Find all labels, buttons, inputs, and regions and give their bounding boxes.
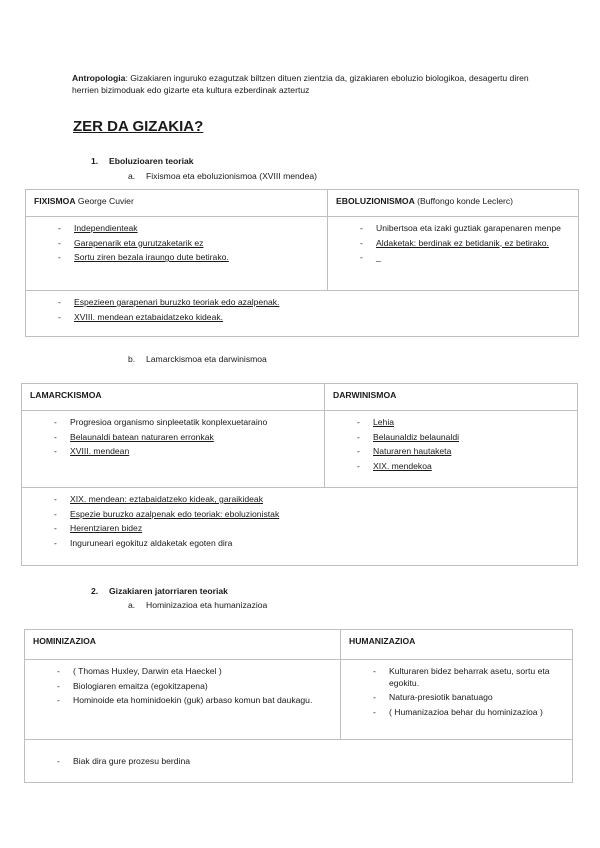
hominizazioa-common-list <box>33 756 564 768</box>
list-item-text: Lehia <box>373 417 395 427</box>
list-item-text: XIX. mendean: eztabaidatzeko kideak, garaikideak <box>70 494 264 504</box>
lamarckismoa-header <box>22 384 325 411</box>
list-item <box>34 223 319 235</box>
list-item <box>336 223 570 235</box>
section-1a-letter: a. <box>128 171 136 181</box>
eboluzionismoa-list <box>336 223 570 264</box>
fixismoa-cell <box>26 217 328 291</box>
list-item-text: Herentziaren bidez <box>70 523 143 534</box>
eboluzionismoa-header-title: EBOLUZIONISMOA <box>336 196 415 206</box>
list-item <box>336 238 570 250</box>
list-item <box>34 312 570 324</box>
list-item <box>30 538 569 550</box>
hominizazioa-common-cell <box>25 740 573 783</box>
list-item <box>333 417 569 429</box>
eboluzionismoa-header-author: (Buffongo konde Leclerc) <box>414 196 514 206</box>
list-item <box>333 461 569 473</box>
lamarckismoa-header-title: LAMARCKISMOA <box>30 390 102 400</box>
list-item-text: ( Humanizazioa behar du hominizazioa ) <box>389 706 543 717</box>
list-item <box>30 523 569 535</box>
section-2a-text: Hominizazioa eta humanizazioa <box>146 600 268 610</box>
list-item-text: Espezie buruzko azalpenak edo teoriak: eboluzionistak <box>70 508 280 519</box>
list-item <box>349 692 564 704</box>
darwinismoa-list <box>333 417 569 472</box>
humanizazioa-cell <box>341 660 573 740</box>
list-item-text: Kulturaren bidez beharrak asetu, sortu eta egokitu. <box>389 666 550 688</box>
intro-term: Antropologia <box>72 73 126 83</box>
section-2a-letter: a. <box>128 600 136 610</box>
list-item <box>30 446 316 458</box>
fixismoa-common-cell <box>26 291 579 337</box>
list-item <box>33 695 332 707</box>
fixismoa-header <box>26 190 328 217</box>
darwinismoa-cell <box>325 411 578 488</box>
hominizazioa-header-title: HOMINIZAZIOA <box>33 636 97 646</box>
list-item-text: Belaunaldiz belaunaldi <box>373 431 460 442</box>
list-item <box>333 446 569 458</box>
hominizazioa-table <box>24 629 573 783</box>
list-item-text: Independienteak <box>74 223 138 233</box>
list-item-text: Garapenarik eta gurutzaketarik ez <box>74 237 204 248</box>
lamarckismoa-list <box>30 417 316 458</box>
darwinismoa-header <box>325 384 578 411</box>
eboluzionismoa-cell <box>328 217 579 291</box>
list-item-blank <box>336 252 570 264</box>
darwinismoa-header-title: DARWINISMOA <box>333 390 397 400</box>
list-item-text: Progresioa organismo sinpleetatik konplexuetaraino <box>70 417 268 427</box>
intro-paragraph <box>72 73 542 96</box>
hominizazioa-list <box>33 666 332 707</box>
list-item <box>33 681 332 693</box>
eboluzionismoa-header <box>328 190 579 217</box>
fixismoa-header-author: George Cuvier <box>75 196 134 206</box>
lamarckismoa-table <box>21 383 578 566</box>
list-item <box>30 432 316 444</box>
section-1-heading <box>91 156 194 168</box>
list-item <box>33 756 564 768</box>
list-item-text: Espezieen garapenari buruzko teoriak edo azalpenak. <box>74 297 280 307</box>
list-item-text: _ <box>376 252 381 263</box>
list-item-text: Aldaketak: berdinak ez betidanik, ez betirako. <box>376 237 549 248</box>
lamarckismoa-common-list <box>30 494 569 549</box>
humanizazioa-list <box>349 666 564 718</box>
list-item <box>30 417 316 429</box>
list-item-text: ( Thomas Huxley, Darwin eta Haeckel ) <box>73 666 222 676</box>
list-item <box>30 494 569 506</box>
list-item-text: XVIII. mendean <box>70 446 130 457</box>
section-1a-text: Fixismoa eta eboluzionismoa (XVIII mendea) <box>146 171 317 181</box>
fixismoa-common-list <box>34 297 570 323</box>
list-item-text: Natura-presiotik banatuago <box>389 692 493 703</box>
section-2a-heading <box>128 600 267 612</box>
fixismoa-header-title: FIXISMOA <box>34 196 76 206</box>
list-item <box>33 666 332 678</box>
page-title: ZER DA GIZAKIA? <box>73 118 204 135</box>
list-item <box>34 297 570 309</box>
fixismoa-table <box>25 189 579 337</box>
list-item <box>349 707 564 719</box>
list-item-text: Naturaren hautaketa <box>373 446 452 457</box>
list-item <box>34 252 319 264</box>
list-item-text: Biak dira gure prozesu berdina <box>73 756 191 766</box>
section-1b-text: Lamarckismoa eta darwinismoa <box>146 354 267 364</box>
list-item <box>349 666 564 689</box>
section-1b-heading <box>128 354 267 366</box>
section-2-title: Gizakiaren jatorriaren teoriak <box>109 586 228 596</box>
section-2-number: 2. <box>91 586 99 596</box>
list-item <box>30 509 569 521</box>
list-item-text: XIX. mendekoa <box>373 460 432 471</box>
lamarckismoa-common-cell <box>22 488 578 566</box>
list-item-text: XVIII. mendean eztabaidatzeko kideak. <box>74 311 224 322</box>
hominizazioa-cell <box>25 660 341 740</box>
hominizazioa-header <box>25 630 341 660</box>
list-item-text: Belaunaldi batean naturaren erronkak <box>70 431 214 442</box>
section-1-number: 1. <box>91 156 99 166</box>
list-item <box>333 432 569 444</box>
intro-text: : Gizakiaren inguruko ezagutzak biltzen dituen zientzia da, gizakiaren eboluzio biologikoa, desagertu diren herrien bizimoduak edo gizarte eta kultura ezberdinak aztertuz <box>72 73 529 95</box>
list-item-text: Inguruneari egokituz aldaketak egoten dira <box>70 537 233 548</box>
fixismoa-list <box>34 223 319 264</box>
list-item-text: Biologiaren emaitza (egokitzapena) <box>73 680 208 691</box>
list-item-text: Sortu ziren bezala iraungo dute betirako. <box>74 252 229 263</box>
humanizazioa-header <box>341 630 573 660</box>
section-2-heading <box>91 586 228 598</box>
section-1-title: Eboluzioaren teoriak <box>109 156 194 166</box>
list-item <box>34 238 319 250</box>
section-1a-heading <box>128 171 317 183</box>
list-item-text: Unibertsoa eta izaki guztiak garapenaren menpe <box>376 223 561 233</box>
lamarckismoa-cell <box>22 411 325 488</box>
list-item-text: Hominoide eta hominidoekin (guk) arbaso komun bat daukagu. <box>73 695 313 706</box>
section-1b-letter: b. <box>128 354 136 364</box>
humanizazioa-header-title: HUMANIZAZIOA <box>349 636 416 646</box>
